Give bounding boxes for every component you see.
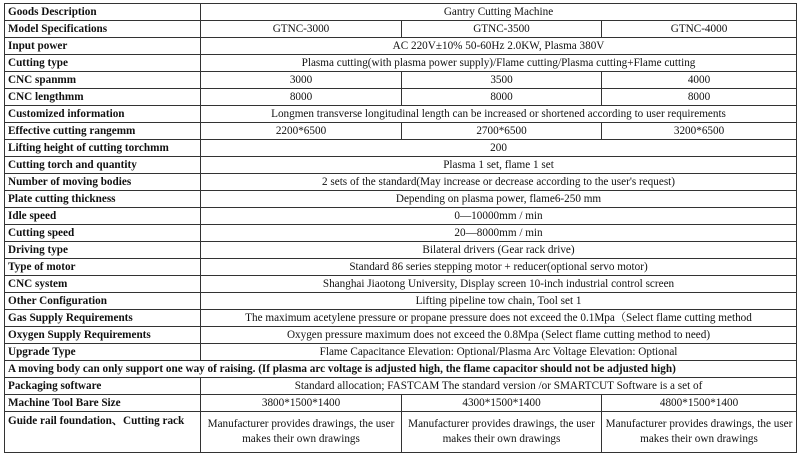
label-rail: Guide rail foundation、Cutting rack — [5, 412, 201, 453]
row-length — [5, 89, 797, 106]
row-other — [5, 293, 797, 310]
label-cutting-type: Cutting type — [5, 55, 201, 72]
value-model-2: GTNC-3500 — [402, 21, 602, 38]
value-cnc: Shanghai Jiaotong University, Display screen 10-inch industrial control screen — [201, 276, 797, 293]
value-bare-size-3: 4800*1500*1400 — [602, 395, 797, 412]
label-oxygen: Oxygen Supply Requirements — [5, 327, 201, 344]
row-cutting-speed — [5, 225, 797, 242]
row-motor — [5, 259, 797, 276]
value-model-3: GTNC-4000 — [602, 21, 797, 38]
value-range-1: 2200*6500 — [201, 123, 402, 140]
value-thickness: Depending on plasma power, flame6-250 mm — [201, 191, 797, 208]
value-bare-size-1: 3800*1500*1400 — [201, 395, 402, 412]
label-gas: Gas Supply Requirements — [5, 310, 201, 327]
value-span-2: 3500 — [402, 72, 602, 89]
row-goods — [5, 4, 797, 21]
value-power: AC 220V±10% 50-60Hz 2.0KW, Plasma 380V — [201, 38, 797, 55]
value-idle: 0—10000mm / min — [201, 208, 797, 225]
value-drive: Bilateral drivers (Gear rack drive) — [201, 242, 797, 259]
label-power: Input power — [5, 38, 201, 55]
label-other: Other Configuration — [5, 293, 201, 310]
row-gas — [5, 310, 797, 327]
row-lift — [5, 140, 797, 157]
value-torch: Plasma 1 set, flame 1 set — [201, 157, 797, 174]
row-bodies — [5, 174, 797, 191]
notice-text: A moving body can only support one way of raising. (If plasma arc voltage is adjusted high, the flame capacitor should not be adjusted high) — [5, 361, 797, 378]
value-range-2: 2700*6500 — [402, 123, 602, 140]
value-other: Lifting pipeline tow chain, Tool set 1 — [201, 293, 797, 310]
value-rail-2: Manufacturer provides drawings, the user makes their own drawings — [402, 412, 602, 453]
row-torch — [5, 157, 797, 174]
value-model-1: GTNC-3000 — [201, 21, 402, 38]
label-bodies: Number of moving bodies — [5, 174, 201, 191]
label-torch: Cutting torch and quantity — [5, 157, 201, 174]
label-software: Packaging software — [5, 378, 201, 395]
label-cnc: CNC system — [5, 276, 201, 293]
row-drive — [5, 242, 797, 259]
row-models — [5, 21, 797, 38]
value-cutting-speed: 20—8000mm / min — [201, 225, 797, 242]
row-thickness — [5, 191, 797, 208]
value-software: Standard allocation; FASTCAM The standard version /or SMARTCUT Software is a set of — [201, 378, 797, 395]
label-motor: Type of motor — [5, 259, 201, 276]
label-length: CNC lengthmm — [5, 89, 201, 106]
value-length-3: 8000 — [602, 89, 797, 106]
label-upgrade: Upgrade Type — [5, 344, 201, 361]
label-goods: Goods Description — [5, 4, 201, 21]
value-motor: Standard 86 series stepping motor + reducer(optional servo motor) — [201, 259, 797, 276]
row-custom — [5, 106, 797, 123]
value-rail-3: Manufacturer provides drawings, the user makes their own drawings — [602, 412, 797, 453]
value-goods: Gantry Cutting Machine — [201, 4, 797, 21]
value-gas: The maximum acetylene pressure or propane pressure does not exceed the 0.1Mpa（Select flame cutting method — [201, 310, 797, 327]
value-upgrade: Flame Capacitance Elevation: Optional/Plasma Arc Voltage Elevation: Optional — [201, 344, 797, 361]
row-power — [5, 38, 797, 55]
label-range: Effective cutting rangemm — [5, 123, 201, 140]
row-cnc — [5, 276, 797, 293]
row-range — [5, 123, 797, 140]
label-lift: Lifting height of cutting torchmm — [5, 140, 201, 157]
label-bare-size: Machine Tool Bare Size — [5, 395, 201, 412]
row-idle — [5, 208, 797, 225]
value-range-3: 3200*6500 — [602, 123, 797, 140]
value-rail-1: Manufacturer provides drawings, the user makes their own drawings — [201, 412, 402, 453]
row-rail — [5, 412, 797, 453]
value-bodies: 2 sets of the standard(May increase or decrease according to the user's request) — [201, 174, 797, 191]
value-span-3: 4000 — [602, 72, 797, 89]
value-custom: Longmen transverse longitudinal length can be increased or shortened according to user requirements — [201, 106, 797, 123]
value-bare-size-2: 4300*1500*1400 — [402, 395, 602, 412]
row-oxygen — [5, 327, 797, 344]
spec-table — [4, 3, 797, 453]
value-oxygen: Oxygen pressure maximum does not exceed the 0.8Mpa (Select flame cutting method to need) — [201, 327, 797, 344]
label-idle: Idle speed — [5, 208, 201, 225]
label-models: Model Specifications — [5, 21, 201, 38]
value-length-2: 8000 — [402, 89, 602, 106]
row-notice — [5, 361, 797, 378]
row-software — [5, 378, 797, 395]
value-cutting-type: Plasma cutting(with plasma power supply)/Flame cutting/Plasma cutting+Flame cutting — [201, 55, 797, 72]
row-cutting-type — [5, 55, 797, 72]
label-span: CNC spanmm — [5, 72, 201, 89]
row-bare-size — [5, 395, 797, 412]
row-upgrade — [5, 344, 797, 361]
row-span — [5, 72, 797, 89]
label-drive: Driving type — [5, 242, 201, 259]
label-custom: Customized information — [5, 106, 201, 123]
value-lift: 200 — [201, 140, 797, 157]
value-length-1: 8000 — [201, 89, 402, 106]
label-cutting-speed: Cutting speed — [5, 225, 201, 242]
value-span-1: 3000 — [201, 72, 402, 89]
label-thickness: Plate cutting thickness — [5, 191, 201, 208]
